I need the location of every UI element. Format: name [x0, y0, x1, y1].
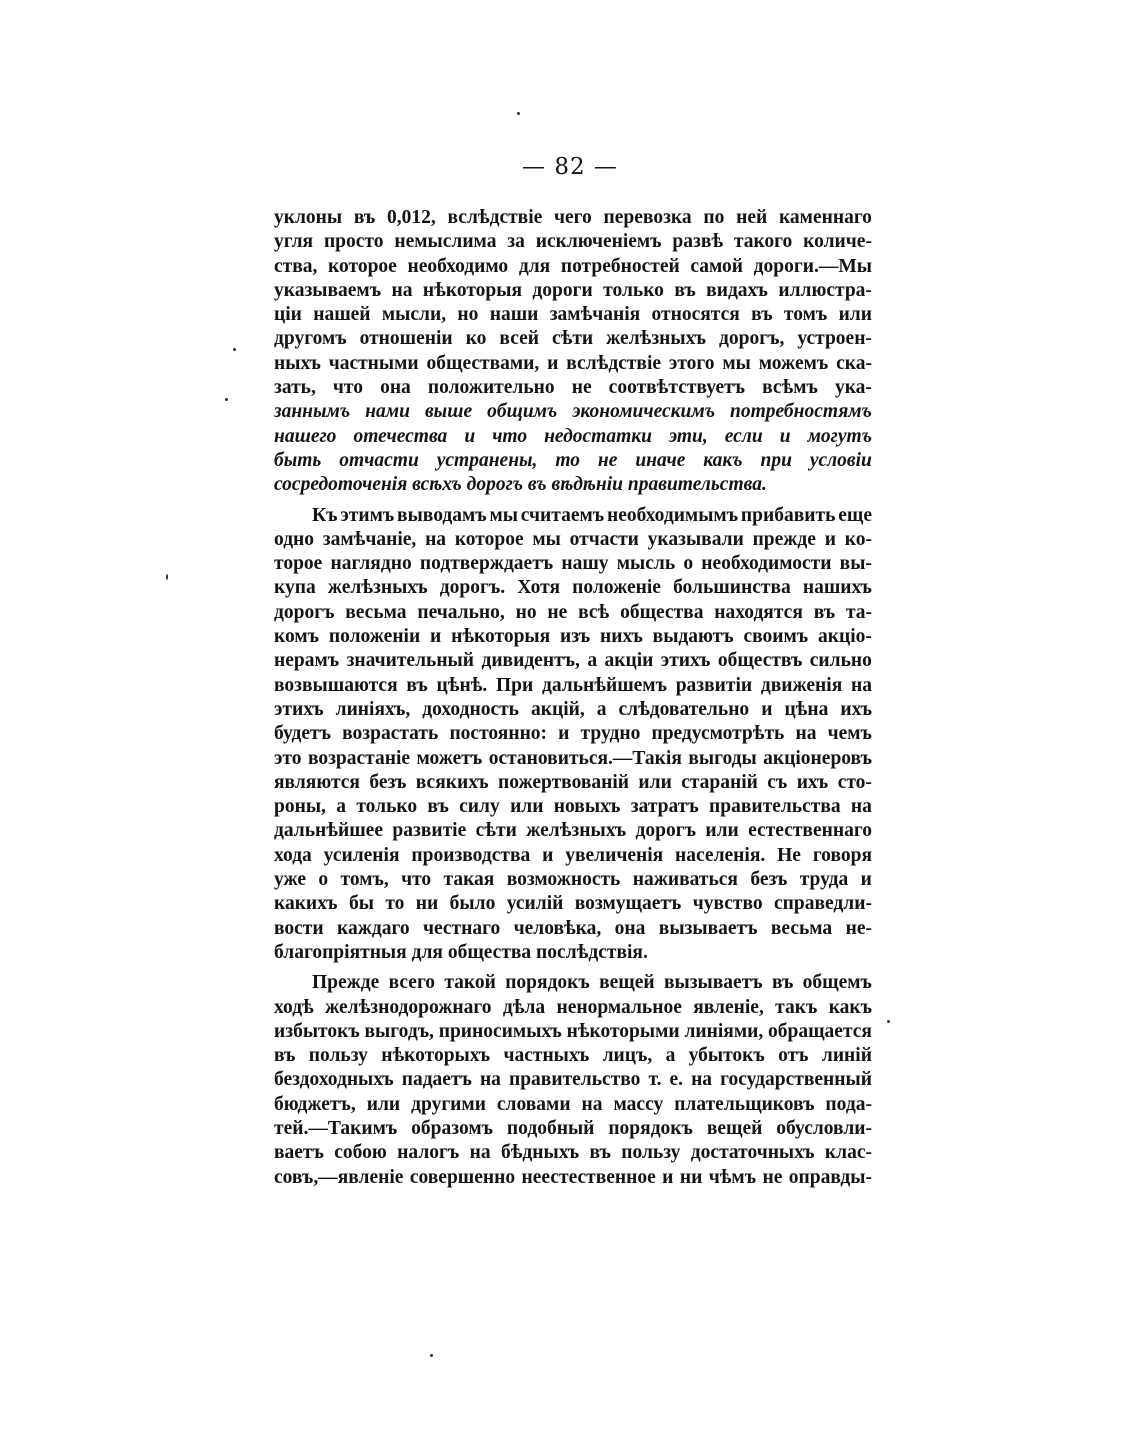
text-line: одно замѣчаніе, на которое мы отчасти указывали прежде и ко- [274, 528, 872, 550]
text-line: указываемъ на нѣкоторыя дороги только въ видахъ иллюстра- [274, 279, 872, 301]
text-line: Прежде всего такой порядокъ вещей вызываетъ въ общемъ [312, 972, 872, 994]
text-line: бездоходныхъ падаетъ на правительство т. е. на государственный [274, 1069, 872, 1091]
text-line: будетъ возрастать постоянно: и трудно предусмотрѣть на чемъ [274, 723, 872, 745]
text-line: роны, а только въ силу или новыхъ затратъ правительства на [274, 796, 872, 818]
text-line: ваетъ собою налогъ на бѣдныхъ въ пользу достаточныхъ клас- [274, 1142, 872, 1164]
text-line: уклоны въ 0,012, вслѣдствіе чего перевозка по ней каменнаго [274, 207, 872, 228]
text-line: ходѣ желѣзнодорожнаго дѣла ненормальное явленіе, такъ какъ [274, 996, 872, 1018]
print-speck [233, 348, 236, 351]
print-speck [887, 1020, 890, 1023]
text-line: быть отчасти устранены, то не иначе какъ при условіи [274, 449, 872, 471]
text-line: совъ,—явленіе совершенно неестественное и ни чѣмъ не оправды- [274, 1166, 872, 1188]
text-line: ства, которое необходимо для потребностей самой дороги.—Мы [274, 255, 872, 277]
text-line: въ пользу нѣкоторыхъ частныхъ лицъ, а убытокъ отъ линій [274, 1045, 872, 1067]
text-line: комъ положеніи и нѣкоторыя изъ нихъ выдаютъ своимъ акціо- [274, 626, 872, 648]
print-speck [225, 398, 228, 401]
text-line: дорогъ весьма печально, но не всѣ общества находятся въ та- [274, 601, 872, 623]
text-line: являются безъ всякихъ пожертвованій или стараній съ ихъ сто- [274, 771, 872, 793]
text-line: угля просто немыслима за исключеніемъ развѣ такого количе- [274, 231, 872, 253]
print-speck [517, 112, 520, 115]
text-line: купа желѣзныхъ дорогъ. Хотя положеніе большинства нашихъ [274, 577, 872, 599]
text-line: ныхъ частными обществами, и вслѣдствіе этого мы можемъ ска- [274, 352, 872, 374]
text-line: вости каждаго честнаго человѣка, она вызываетъ весьма не- [274, 917, 872, 939]
text-line: зать, что она положительно не соотвѣтствуетъ всѣмъ ука- [274, 377, 872, 399]
paragraph [274, 206, 872, 498]
print-speck [430, 1354, 433, 1357]
text-line: дальнѣйшее развитіе сѣти желѣзныхъ дорогъ или естественнаго [274, 820, 872, 842]
text-line: какихъ бы то ни было усилій возмущаетъ чувство справедли- [274, 893, 872, 915]
text-line: нерамъ значительный дивидентъ, а акціи этихъ обществъ сильно [274, 650, 872, 672]
text-line: уже о томъ, что такая возможность наживаться безъ труда и [274, 869, 872, 891]
text-line: бюджетъ, или другими словами на массу плательщиковъ пода- [274, 1093, 872, 1115]
text-line: возвышаются въ цѣнѣ. При дальнѣйшемъ развитіи движенія на [274, 674, 872, 696]
text-line: это возрастаніе можетъ остановиться.—Такія выгоды акціонеровъ [274, 747, 872, 769]
text-line: Къ этимъ выводамъ мы считаемъ необходимымъ прибавить еще [312, 504, 872, 526]
text-line: другомъ отношеніи ко всей сѣти желѣзныхъ дорогъ, устроен- [274, 328, 872, 350]
text-line: тей.—Такимъ образомъ подобный порядокъ вещей обусловли- [274, 1117, 872, 1139]
text-line: ціи нашей мысли, но наши замѣчанія относятся въ томъ или [274, 304, 872, 326]
text-line: торое наглядно подтверждаетъ нашу мысль о необходимости вы- [274, 553, 872, 575]
text-line: избытокъ выгодъ, приносимыхъ нѣкоторыми линіями, обращается [274, 1020, 872, 1042]
text-line: сосредоточенія всѣхъ дорогъ въ вѣдѣніи правительства. [274, 474, 767, 496]
text-line: хода усиленія производства и увеличенія населенія. Не говоря [274, 844, 872, 866]
text-line: нашего отечества и что недостатки эти, если и могутъ [274, 425, 872, 447]
text-line: заннымъ нами выше общимъ экономическимъ потребностямъ [274, 401, 872, 423]
text-line: благопріятныя для общества послѣдствія. [274, 941, 648, 963]
paragraph [274, 971, 872, 1190]
text-line: этихъ линіяхъ, доходность акцій, а слѣдовательно и цѣна ихъ [274, 698, 872, 720]
paragraph [274, 504, 872, 966]
page-number: — 82 — [522, 154, 618, 180]
body-text [274, 206, 872, 1190]
print-speck [166, 574, 168, 580]
